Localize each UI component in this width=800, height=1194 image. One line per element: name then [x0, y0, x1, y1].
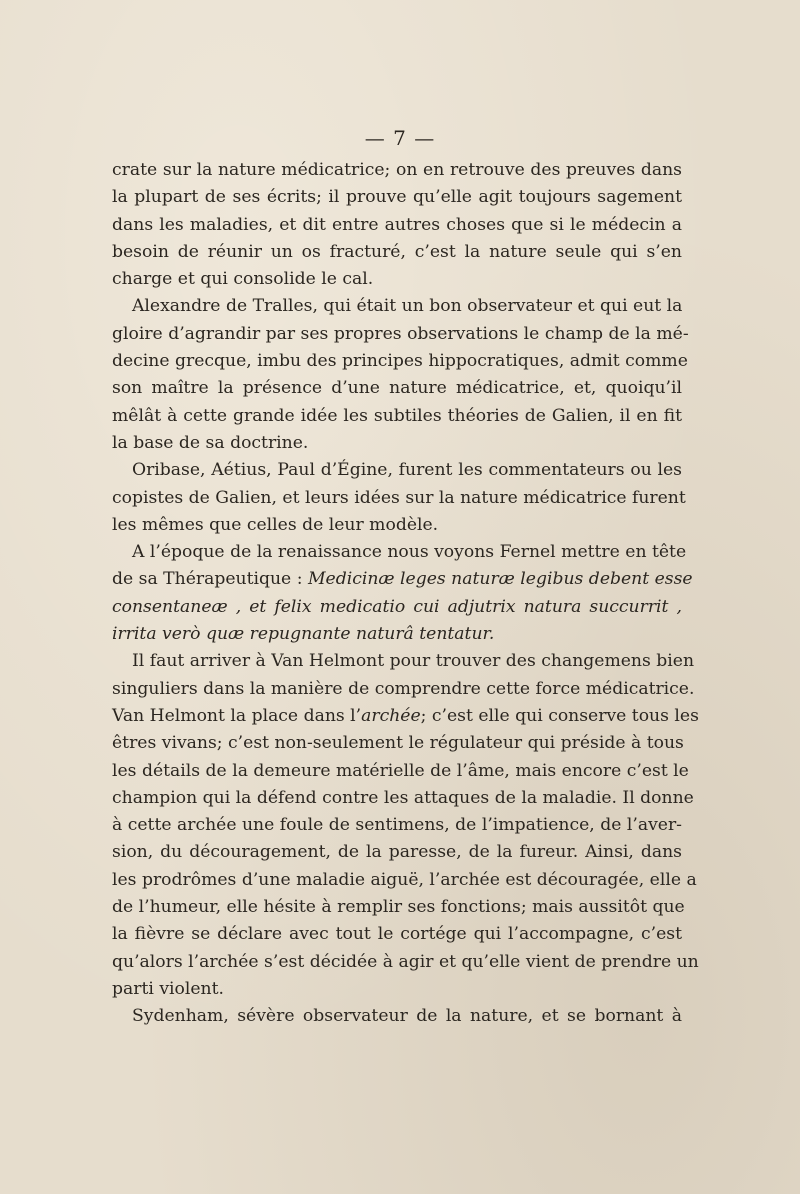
line-text: les prodrômes d’une maladie aiguë, l’archée est découragée, elle a: [112, 869, 697, 890]
text-line: [112, 1003, 682, 1030]
line-text: Alexandre de Tralles, qui était un bon observateur et qui eut la: [132, 296, 683, 317]
line-text: A l’époque de la renaissance nous voyons Fernel mettre en tête: [132, 542, 687, 563]
page-number: — 7 —: [364, 126, 436, 150]
text-line: [112, 485, 686, 512]
line-text: la fièvre se déclare avec tout le cortége qui l’accompagne, c’est: [112, 924, 682, 945]
text-line: [112, 212, 682, 239]
line-text: de l’humeur, elle hésite à remplir ses fonctions; mais aussitôt que: [112, 897, 685, 918]
text-line: [112, 730, 682, 757]
line-text: Il faut arriver à Van Helmont pour trouver des changemens bien: [132, 651, 695, 672]
line-text: crate sur la nature médicatrice; on en retrouve des preuves dans: [112, 160, 682, 180]
text-line: [112, 621, 682, 648]
text-line: [112, 594, 682, 621]
text-line: [112, 239, 682, 266]
text-line: [112, 812, 682, 839]
text-line: [112, 676, 695, 703]
text-line: [112, 403, 682, 430]
text-line: [112, 539, 687, 566]
line-text: singuliers dans la manière de comprendre cette force médicatrice.: [112, 678, 695, 699]
line-text: gloire d’agrandir par ses propres observations le champ de la mé-: [112, 323, 689, 344]
text-line: [112, 457, 682, 484]
text-line: [112, 867, 697, 894]
text-line: [112, 375, 682, 402]
line-text: sion, du découragement, de la paresse, de la fureur. Ainsi, dans: [112, 842, 682, 863]
text-line: [112, 785, 694, 812]
text-line: [112, 512, 682, 539]
line-text: la plupart de ses écrits; il prouve qu’elle agit toujours sagement: [112, 187, 682, 208]
text-line: [112, 648, 695, 675]
line-text: decine grecque, imbu des principes hippocratiques, admit comme: [112, 351, 688, 372]
text-line: [112, 976, 682, 1003]
line-text: parti violent.: [112, 978, 224, 999]
text-line: [112, 157, 682, 184]
text-line: [112, 184, 682, 211]
body-text: [112, 157, 699, 1031]
text-line: [112, 566, 693, 593]
line-text: son maître la présence d’une nature médicatrice, et, quoiqu’il: [112, 378, 682, 399]
italic-text: irrita verò quæ repugnante naturâ tentatur.: [112, 624, 495, 645]
line-text: Oribase, Aétius, Paul d’Égine, furent les commentateurs ou les: [132, 460, 682, 481]
line-text: besoin de réunir un os fracturé, c’est la nature seule qui s’en: [112, 241, 682, 262]
line-text: êtres vivans; c’est non-seulement le régulateur qui préside à tous: [112, 733, 684, 754]
text-line: [112, 321, 689, 348]
line-text: les détails de la demeure matérielle de l’âme, mais encore c’est le: [112, 760, 689, 781]
line-text: de sa Thérapeutique :: [112, 569, 308, 590]
line-text: champion qui la défend contre les attaques de la maladie. Il donne: [112, 787, 694, 808]
text-line: [112, 703, 699, 730]
text-line: [112, 949, 699, 976]
line-text: ; c’est elle qui conserve tous les: [420, 705, 699, 726]
line-text: les mêmes que celles de leur modèle.: [112, 514, 439, 535]
text-line: [112, 921, 682, 948]
line-text: copistes de Galien, et leurs idées sur la nature médicatrice furent: [112, 487, 686, 508]
line-text: dans les maladies, et dit entre autres choses que si le médecin a: [112, 214, 682, 235]
line-text: la base de sa doctrine.: [112, 432, 309, 453]
line-text: Van Helmont la place dans l’: [112, 705, 362, 726]
line-text: Sydenham, sévère observateur de la nature, et se bornant à: [132, 1006, 682, 1027]
italic-text: Medicinæ leges naturæ legibus debent esse: [307, 569, 693, 590]
line-text: charge et qui consolide le cal.: [112, 269, 374, 290]
line-text: à cette archée une foule de sentimens, de l’impatience, de l’aver-: [112, 815, 682, 836]
text-line: [112, 293, 682, 320]
text-line: [112, 266, 682, 293]
italic-text: consentaneæ , et felix medicatio cui adjutrix natura succurrit ,: [112, 596, 682, 617]
line-text: mêlât à cette grande idée les subtiles théories de Galien, il en fit: [112, 405, 682, 426]
text-line: [112, 758, 689, 785]
line-text: qu’alors l’archée s’est décidée à agir et qu’elle vient de prendre un: [112, 951, 699, 972]
text-line: [112, 430, 682, 457]
text-line: [112, 348, 688, 375]
text-line: [112, 894, 685, 921]
italic-text: archée: [361, 705, 421, 726]
text-line: [112, 839, 682, 866]
